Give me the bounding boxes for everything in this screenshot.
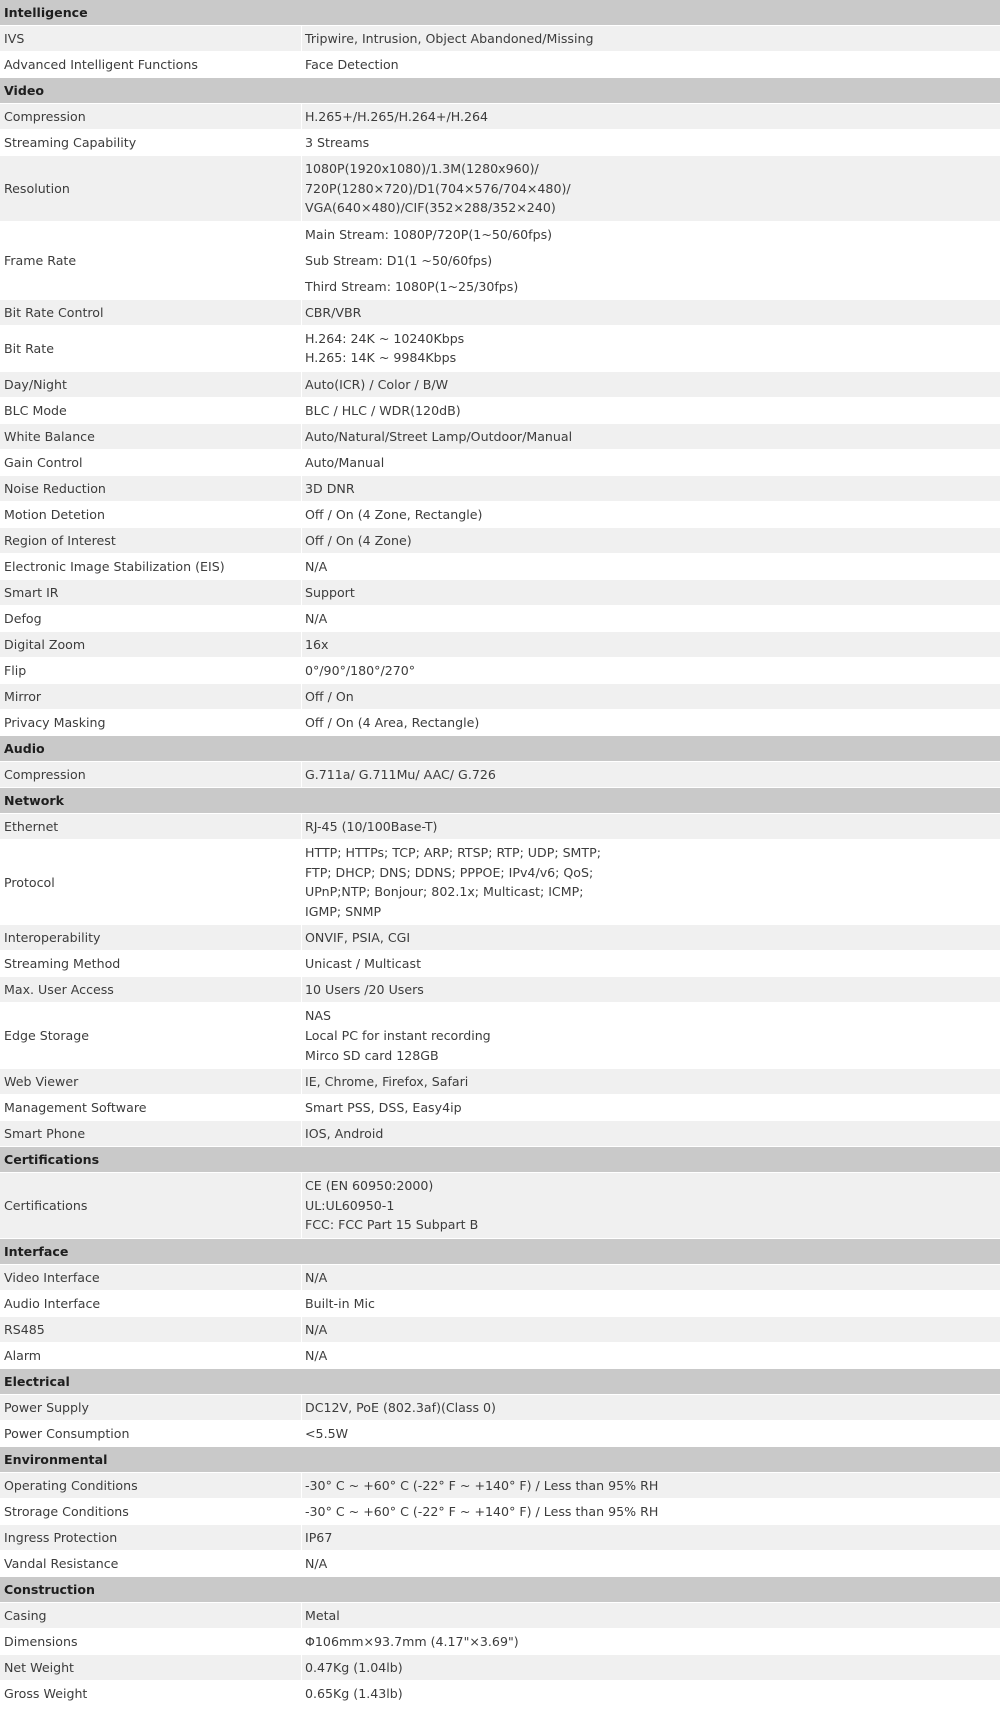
spec-value-line: UPnP;NTP; Bonjour; 802.1x; Multicast; ICMP; (305, 884, 584, 900)
spec-row (0, 658, 1000, 684)
spec-value (302, 580, 1000, 605)
spec-row (0, 1173, 1000, 1239)
spec-value-line: Main Stream: 1080P/720P(1~50/60fps) (305, 222, 1000, 248)
spec-label: Day/Night (0, 372, 302, 397)
spec-label: Digital Zoom (0, 632, 302, 657)
spec-value (302, 658, 1000, 683)
spec-section (0, 1447, 1000, 1577)
spec-label: IVS (0, 26, 302, 51)
spec-value (302, 476, 1000, 501)
spec-row (0, 1095, 1000, 1121)
spec-label: Protocol (0, 840, 302, 924)
spec-section (0, 1577, 1000, 1707)
spec-value (302, 104, 1000, 129)
spec-value-line: N/A (305, 558, 328, 574)
spec-value (302, 1095, 1000, 1120)
spec-row (0, 606, 1000, 632)
spec-value-line: 10 Users /20 Users (305, 982, 424, 998)
spec-value-line: BLC / HLC / WDR(120dB) (305, 402, 461, 418)
spec-value (302, 951, 1000, 976)
spec-label: Web Viewer (0, 1069, 302, 1094)
spec-row (0, 1473, 1000, 1499)
spec-value-line: <5.5W (305, 1425, 349, 1441)
spec-value (302, 1291, 1000, 1316)
spec-value (302, 130, 1000, 155)
spec-label: Interoperability (0, 925, 302, 950)
spec-label: Advanced Intelligent Functions (0, 52, 302, 77)
spec-value (302, 840, 1000, 924)
spec-section (0, 1369, 1000, 1447)
spec-row (0, 1421, 1000, 1447)
spec-value-line: Support (305, 584, 355, 600)
spec-label: Compression (0, 762, 302, 787)
spec-label: Strorage Conditions (0, 1499, 302, 1524)
spec-value-line: N/A (305, 1269, 328, 1285)
spec-value-line: RJ-45 (10/100Base-T) (305, 818, 438, 834)
spec-value (302, 1395, 1000, 1420)
section-header: Certifications (0, 1147, 1000, 1173)
spec-value-line: IOS, Android (305, 1125, 384, 1141)
spec-value-line: Mirco SD card 128GB (305, 1047, 439, 1063)
spec-row (0, 632, 1000, 658)
spec-value (302, 554, 1000, 579)
section-header: Environmental (0, 1447, 1000, 1473)
spec-value-line: Off / On (4 Zone) (305, 532, 412, 548)
spec-row (0, 1551, 1000, 1577)
spec-value-line: CBR/VBR (305, 304, 362, 320)
section-header: Construction (0, 1577, 1000, 1603)
spec-value-line: UL:UL60950-1 (305, 1197, 395, 1213)
spec-row (0, 710, 1000, 736)
spec-value (302, 450, 1000, 475)
spec-section (0, 1239, 1000, 1369)
spec-label: Power Consumption (0, 1421, 302, 1446)
spec-value (302, 1421, 1000, 1446)
spec-row (0, 1121, 1000, 1147)
spec-label: Audio Interface (0, 1291, 302, 1316)
section-header: Network (0, 788, 1000, 814)
spec-row (0, 762, 1000, 788)
spec-row (0, 528, 1000, 554)
spec-label: Flip (0, 658, 302, 683)
spec-value-line: 16x (305, 636, 329, 652)
spec-row (0, 222, 1000, 300)
spec-row (0, 1003, 1000, 1069)
spec-row (0, 684, 1000, 710)
spec-section (0, 788, 1000, 1147)
spec-row (0, 1317, 1000, 1343)
spec-value-line: Smart PSS, DSS, Easy4ip (305, 1099, 462, 1115)
spec-row (0, 951, 1000, 977)
spec-label: Video Interface (0, 1265, 302, 1290)
spec-value-line: 3D DNR (305, 480, 355, 496)
spec-value-line: 0°/90°/180°/270° (305, 662, 416, 678)
spec-label: Mirror (0, 684, 302, 709)
spec-value-line: Face Detection (305, 56, 399, 72)
spec-row (0, 1395, 1000, 1421)
spec-value (302, 1629, 1000, 1654)
spec-value-line: H.264: 24K ~ 10240Kbps (305, 330, 465, 346)
spec-value-line: Off / On (305, 688, 354, 704)
spec-label: Smart Phone (0, 1121, 302, 1146)
spec-value (302, 1121, 1000, 1146)
spec-value-line: IE, Chrome, Firefox, Safari (305, 1073, 469, 1089)
spec-row (0, 372, 1000, 398)
spec-row (0, 156, 1000, 222)
spec-value-line: CE (EN 60950:2000) (305, 1178, 434, 1194)
spec-value-line: 0.65Kg (1.43lb) (305, 1685, 403, 1701)
spec-label: Streaming Method (0, 951, 302, 976)
spec-value (302, 300, 1000, 325)
spec-row (0, 300, 1000, 326)
spec-row (0, 1499, 1000, 1525)
spec-value-line: HTTP; HTTPs; TCP; ARP; RTSP; RTP; UDP; SMTP; (305, 844, 601, 860)
spec-value (302, 606, 1000, 631)
spec-value-line: ONVIF, PSIA, CGI (305, 930, 411, 946)
spec-label: Bit Rate Control (0, 300, 302, 325)
spec-label: Compression (0, 104, 302, 129)
spec-value (302, 326, 1000, 371)
spec-label: BLC Mode (0, 398, 302, 423)
section-header: Audio (0, 736, 1000, 762)
spec-row (0, 52, 1000, 78)
spec-value-line: Off / On (4 Zone, Rectangle) (305, 506, 483, 522)
spec-row (0, 424, 1000, 450)
spec-label: Gross Weight (0, 1681, 302, 1706)
spec-value-line: N/A (305, 1347, 328, 1363)
spec-label: Streaming Capability (0, 130, 302, 155)
spec-value (302, 814, 1000, 839)
spec-row (0, 502, 1000, 528)
spec-label: Ethernet (0, 814, 302, 839)
spec-label: Net Weight (0, 1655, 302, 1680)
spec-value-line: H.265: 14K ~ 9984Kbps (305, 350, 457, 366)
spec-value-line: Φ106mm×93.7mm (4.17"×3.69") (305, 1633, 519, 1649)
spec-value-line: H.265+/H.265/H.264+/H.264 (305, 108, 488, 124)
spec-value-line: FTP; DHCP; DNS; DDNS; PPPOE; IPv4/v6; QoS; (305, 864, 594, 880)
spec-row (0, 1343, 1000, 1369)
spec-row (0, 450, 1000, 476)
spec-value-line: 3 Streams (305, 134, 370, 150)
section-header: Electrical (0, 1369, 1000, 1395)
spec-value-line: Metal (305, 1607, 340, 1623)
spec-label: Defog (0, 606, 302, 631)
spec-value (302, 1499, 1000, 1524)
spec-value (302, 1003, 1000, 1068)
spec-value (302, 684, 1000, 709)
spec-value-line: VGA(640×480)/CIF(352×288/352×240) (305, 200, 556, 216)
spec-label: Frame Rate (0, 222, 302, 299)
spec-section (0, 736, 1000, 788)
spec-row (0, 977, 1000, 1003)
spec-row (0, 476, 1000, 502)
spec-row (0, 580, 1000, 606)
spec-section (0, 0, 1000, 78)
spec-value (302, 1343, 1000, 1368)
spec-value (302, 502, 1000, 527)
spec-value (302, 1603, 1000, 1628)
spec-value-line: 720P(1280×720)/D1(704×576/704×480)/ (305, 180, 571, 196)
spec-value (302, 424, 1000, 449)
spec-value-line: -30° C ~ +60° C (-22° F ~ +140° F) / Less than 95% RH (305, 1477, 659, 1493)
section-header: Video (0, 78, 1000, 104)
spec-value (302, 1069, 1000, 1094)
spec-value-line: Auto(ICR) / Color / B/W (305, 376, 449, 392)
spec-value-line: Off / On (4 Area, Rectangle) (305, 714, 480, 730)
spec-value-line: NAS (305, 1008, 332, 1024)
spec-value-line: Unicast / Multicast (305, 956, 422, 972)
spec-value-line: 1080P(1920x1080)/1.3M(1280x960)/ (305, 161, 539, 176)
spec-row (0, 840, 1000, 925)
spec-value-line: DC12V, PoE (802.3af)(Class 0) (305, 1399, 496, 1415)
spec-row (0, 1655, 1000, 1681)
spec-label: Noise Reduction (0, 476, 302, 501)
spec-label: Region of Interest (0, 528, 302, 553)
spec-label: Resolution (0, 156, 302, 221)
spec-value (302, 762, 1000, 787)
spec-value (302, 710, 1000, 735)
spec-row (0, 814, 1000, 840)
spec-value-line: Auto/Manual (305, 454, 385, 470)
spec-value (302, 1655, 1000, 1680)
spec-label: Operating Conditions (0, 1473, 302, 1498)
spec-value-line: IP67 (305, 1529, 333, 1545)
spec-value (302, 977, 1000, 1002)
spec-value-line: G.711a/ G.711Mu/ AAC/ G.726 (305, 766, 496, 782)
spec-label: Privacy Masking (0, 710, 302, 735)
spec-row (0, 326, 1000, 372)
spec-label: Alarm (0, 1343, 302, 1368)
spec-label: RS485 (0, 1317, 302, 1342)
spec-row (0, 1629, 1000, 1655)
spec-value-line: N/A (305, 610, 328, 626)
spec-value (302, 528, 1000, 553)
spec-value (302, 52, 1000, 77)
spec-value (302, 1551, 1000, 1576)
spec-value (302, 26, 1000, 51)
spec-label: Ingress Protection (0, 1525, 302, 1550)
spec-value (302, 372, 1000, 397)
spec-value (302, 1265, 1000, 1290)
spec-value-line: 0.47Kg (1.04lb) (305, 1659, 403, 1675)
spec-value-line: Third Stream: 1080P(1~25/30fps) (305, 278, 519, 294)
spec-row (0, 398, 1000, 424)
spec-value (302, 1681, 1000, 1706)
spec-row (0, 925, 1000, 951)
spec-row (0, 1681, 1000, 1707)
spec-row (0, 104, 1000, 130)
spec-row (0, 554, 1000, 580)
spec-value-line: Built-in Mic (305, 1295, 375, 1311)
spec-row (0, 1525, 1000, 1551)
spec-value-line: N/A (305, 1321, 328, 1337)
spec-value (302, 1317, 1000, 1342)
spec-label: Edge Storage (0, 1003, 302, 1068)
spec-row (0, 1265, 1000, 1291)
spec-label: Gain Control (0, 450, 302, 475)
spec-value (302, 222, 1000, 299)
spec-value-line: Local PC for instant recording (305, 1027, 491, 1043)
spec-value-line: Sub Stream: D1(1 ~50/60fps) (305, 248, 1000, 274)
spec-label: Management Software (0, 1095, 302, 1120)
spec-value (302, 1525, 1000, 1550)
spec-section (0, 1147, 1000, 1239)
spec-label: Motion Detetion (0, 502, 302, 527)
spec-row (0, 26, 1000, 52)
spec-value (302, 1173, 1000, 1238)
section-header: Interface (0, 1239, 1000, 1265)
spec-label: Max. User Access (0, 977, 302, 1002)
spec-value (302, 398, 1000, 423)
spec-row (0, 1291, 1000, 1317)
spec-value (302, 632, 1000, 657)
spec-label: Power Supply (0, 1395, 302, 1420)
spec-label: White Balance (0, 424, 302, 449)
spec-row (0, 1603, 1000, 1629)
spec-value-line: -30° C ~ +60° C (-22° F ~ +140° F) / Less than 95% RH (305, 1503, 659, 1519)
spec-row (0, 130, 1000, 156)
spec-value-line: IGMP; SNMP (305, 903, 382, 919)
spec-value-line: FCC: FCC Part 15 Subpart B (305, 1217, 479, 1233)
spec-value (302, 156, 1000, 221)
spec-label: Certifications (0, 1173, 302, 1238)
spec-label: Smart IR (0, 580, 302, 605)
spec-value (302, 1473, 1000, 1498)
spec-row (0, 1069, 1000, 1095)
section-header: Intelligence (0, 0, 1000, 26)
spec-label: Electronic Image Stabilization (EIS) (0, 554, 302, 579)
spec-label: Casing (0, 1603, 302, 1628)
spec-label: Dimensions (0, 1629, 302, 1654)
spec-value (302, 925, 1000, 950)
spec-value-line: Auto/Natural/Street Lamp/Outdoor/Manual (305, 428, 573, 444)
spec-label: Vandal Resistance (0, 1551, 302, 1576)
spec-value-line: N/A (305, 1555, 328, 1571)
spec-label: Bit Rate (0, 326, 302, 371)
spec-value-line: Tripwire, Intrusion, Object Abandoned/Missing (305, 30, 594, 46)
spec-section (0, 78, 1000, 736)
